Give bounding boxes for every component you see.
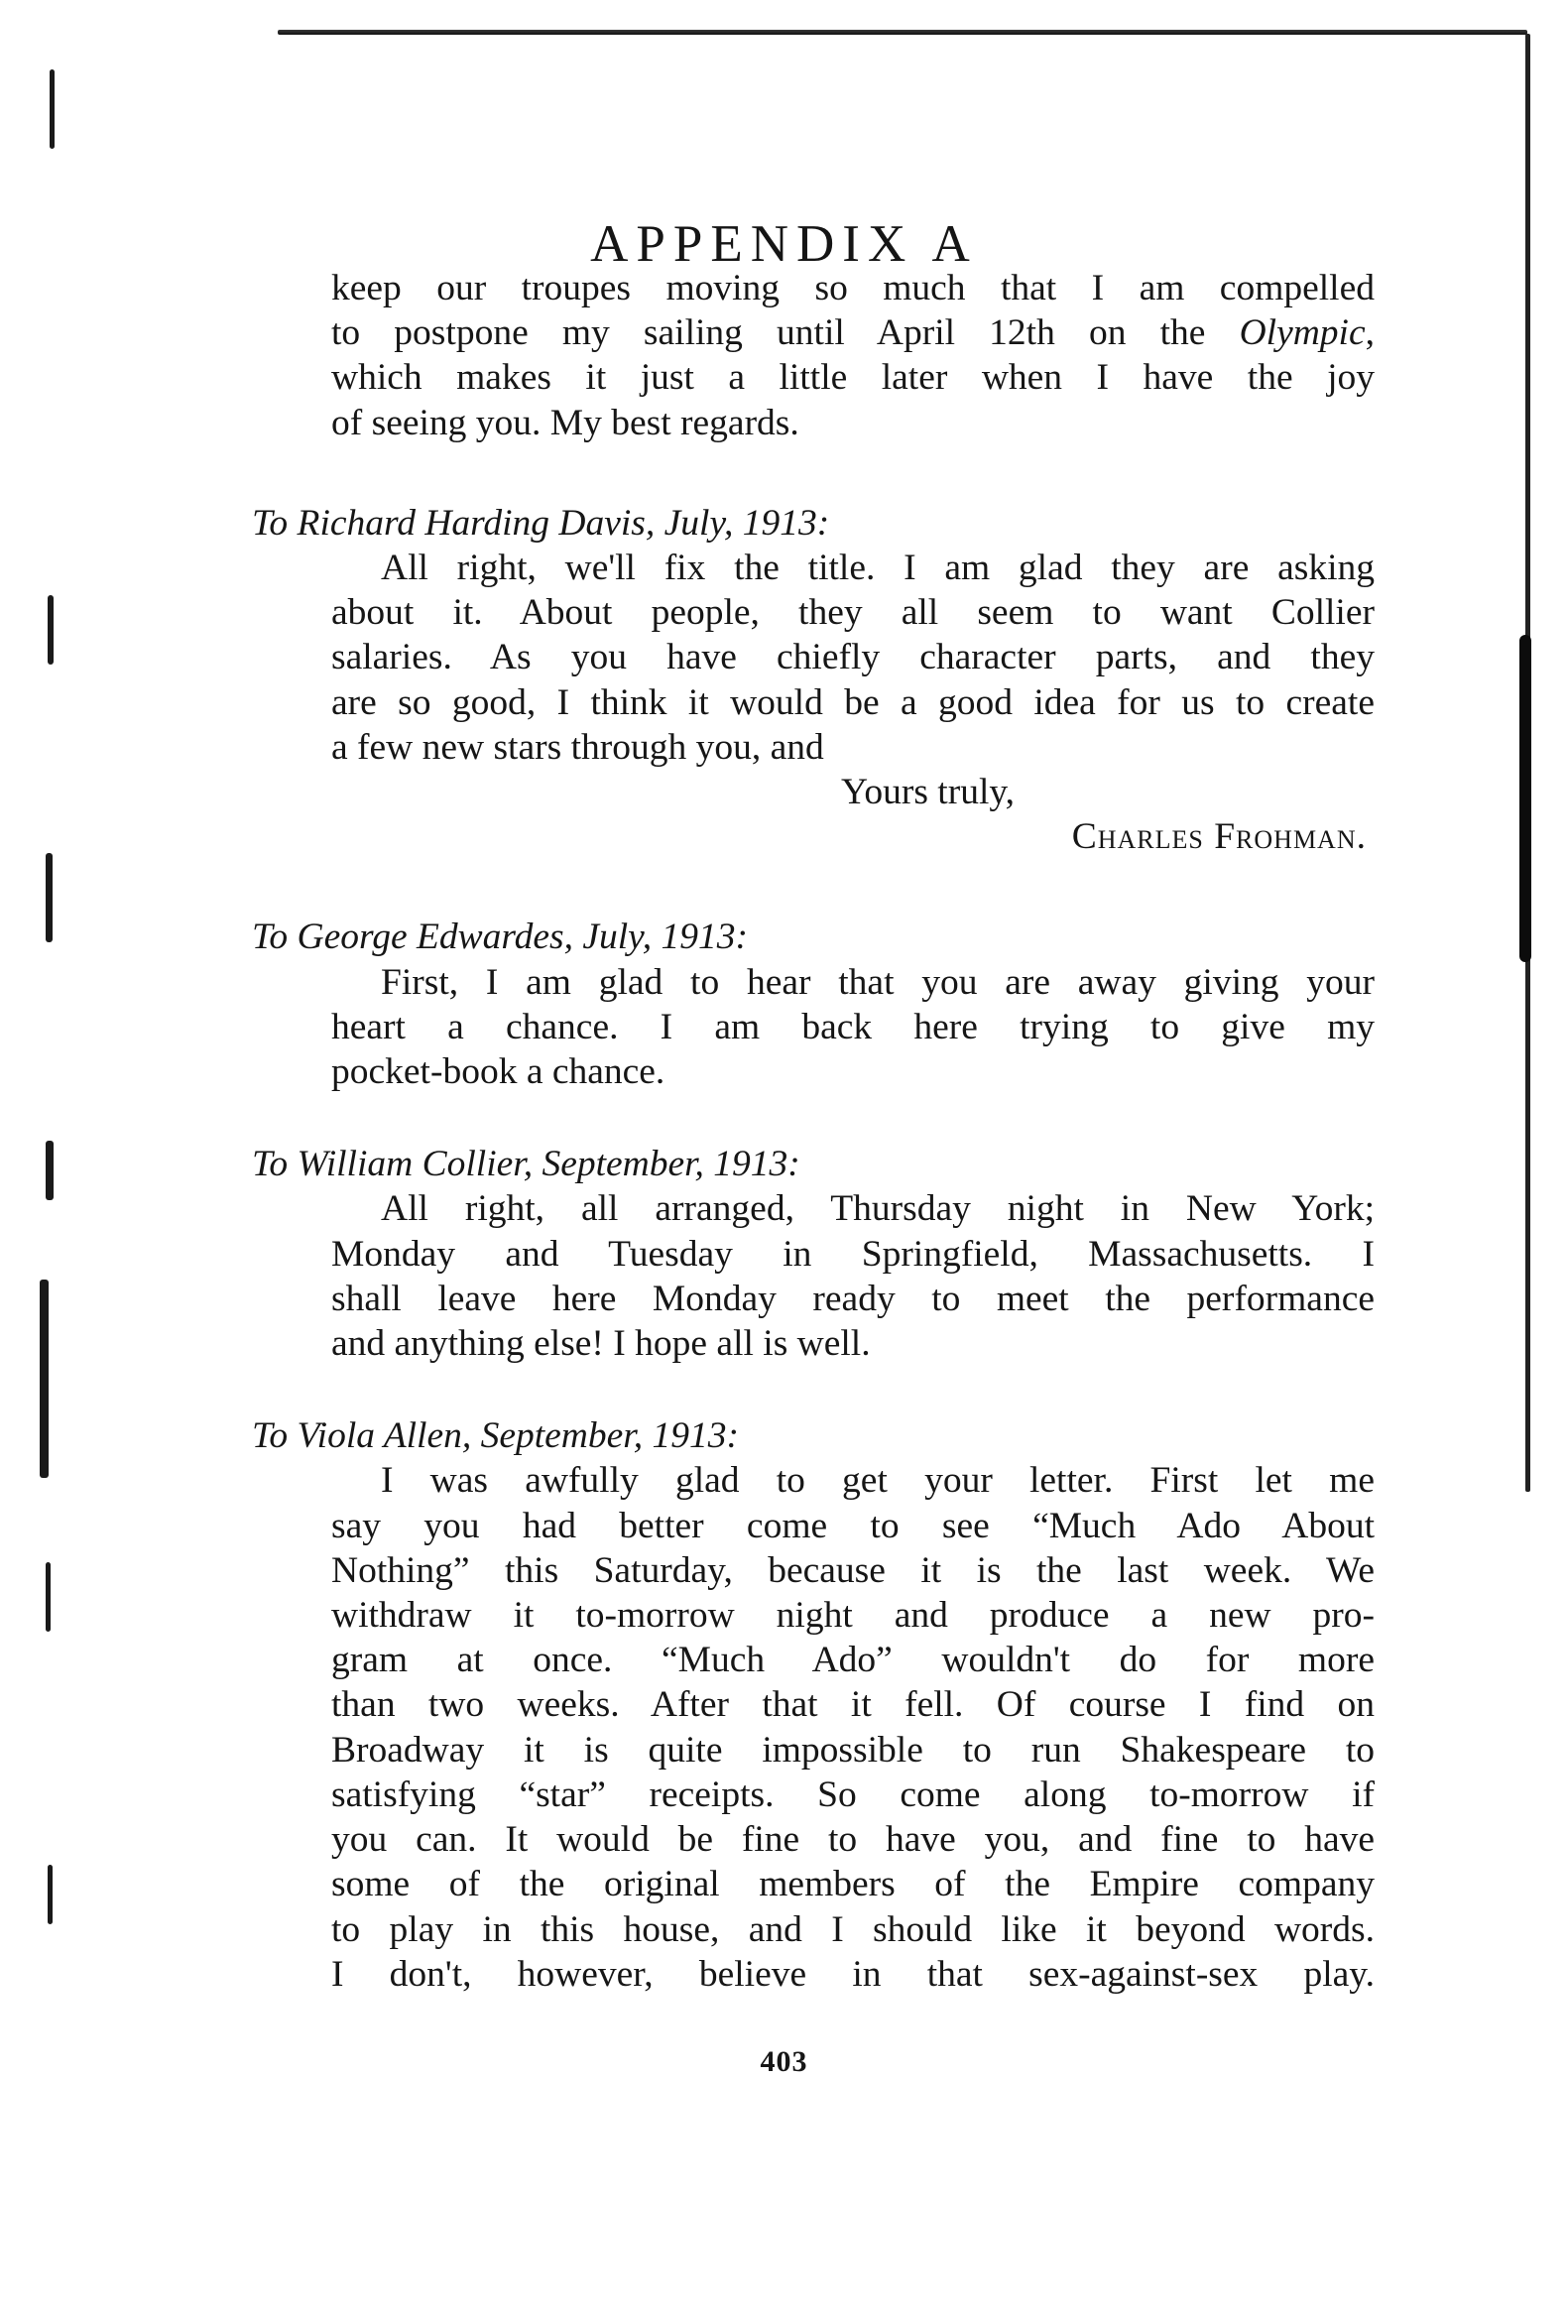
margin-mark xyxy=(46,1141,54,1200)
text-line: Nothing” this Saturday, because it is the last week. We xyxy=(331,1549,1375,1591)
text-line: All right, all arranged, Thursday night in New York; xyxy=(381,1188,1375,1230)
text-line: about it. About people, they all seem to want Collier xyxy=(331,592,1375,634)
letter-body xyxy=(331,1458,1375,1996)
text-line: I was awfully glad to get your letter. First let me xyxy=(381,1460,1375,1502)
text-line: pocket-book a chance. xyxy=(331,1051,665,1093)
letter-heading: To George Edwardes, July, 1913: xyxy=(252,917,748,958)
text-line: of seeing you. My best regards. xyxy=(331,402,799,443)
letter-body xyxy=(331,546,1375,770)
margin-mark xyxy=(48,595,54,665)
text-line: Monday and Tuesday in Springfield, Massachusetts. I xyxy=(331,1233,1375,1275)
text-column xyxy=(252,266,1375,1997)
text-line: some of the original members of the Empire company xyxy=(331,1864,1375,1905)
ship-name: Olympic xyxy=(1239,312,1366,354)
text-line: First, I am glad to hear that you are away giving your xyxy=(381,961,1375,1003)
letter-heading: To Viola Allen, September, 1913: xyxy=(252,1415,739,1457)
letter-heading: To Richard Harding Davis, July, 1913: xyxy=(252,502,830,544)
text-line: which makes it just a little later when I have the joy xyxy=(331,357,1375,399)
letter-signature: Charles Frohman. xyxy=(1071,816,1367,858)
page-number: 403 xyxy=(760,2045,808,2078)
text-line: to play in this house, and I should like it beyond words. xyxy=(331,1908,1375,1950)
letter-signoff: Yours truly, xyxy=(841,772,1016,813)
text-line: than two weeks. After that it fell. Of course I find on xyxy=(331,1684,1375,1726)
text-line: All right, we'll fix the title. I am glad they are asking xyxy=(381,548,1375,589)
text-line: gram at once. “Much Ado” wouldn't do for more xyxy=(331,1640,1375,1681)
margin-mark xyxy=(40,1280,49,1478)
text-line: and anything else! I hope all is well. xyxy=(331,1323,871,1365)
text-line: shall leave here Monday ready to meet the performance xyxy=(331,1278,1375,1319)
margin-mark xyxy=(46,853,53,942)
page-right-edge-shadow xyxy=(1519,635,1531,962)
page-title: APPENDIX A xyxy=(590,214,978,273)
text-line: you can. It would be fine to have you, and fine to have xyxy=(331,1819,1375,1861)
letter-body xyxy=(331,1186,1375,1366)
page-top-rule xyxy=(278,30,1527,35)
letter-body xyxy=(331,960,1375,1095)
margin-mark xyxy=(46,1562,51,1632)
text-line: are so good, I think it would be a good idea for us to create xyxy=(331,681,1375,723)
text-line: satisfying “star” receipts. So come along to-morrow if xyxy=(331,1774,1375,1815)
continuation-paragraph xyxy=(331,266,1375,445)
text-line: salaries. As you have chiefly character parts, and they xyxy=(331,637,1375,678)
text-line: to postpone my sailing until April 12th on the Olympic, xyxy=(331,312,1375,354)
text-line: keep our troupes moving so much that I am compelled xyxy=(331,268,1375,308)
text-line: withdraw it to-morrow night and produce a new pro- xyxy=(331,1595,1375,1637)
text-line: a few new stars through you, and xyxy=(331,726,824,768)
letter-heading: To William Collier, September, 1913: xyxy=(252,1144,800,1185)
text-line: I don't, however, believe in that sex-against-sex play. xyxy=(331,1953,1375,1995)
text-line: say you had better come to see “Much Ado About xyxy=(331,1505,1375,1546)
text-line: Broadway it is quite impossible to run Shakespeare to xyxy=(331,1729,1375,1771)
margin-mark xyxy=(48,1865,53,1924)
margin-mark xyxy=(50,69,55,149)
text-line: heart a chance. I am back here trying to give my xyxy=(331,1006,1375,1047)
